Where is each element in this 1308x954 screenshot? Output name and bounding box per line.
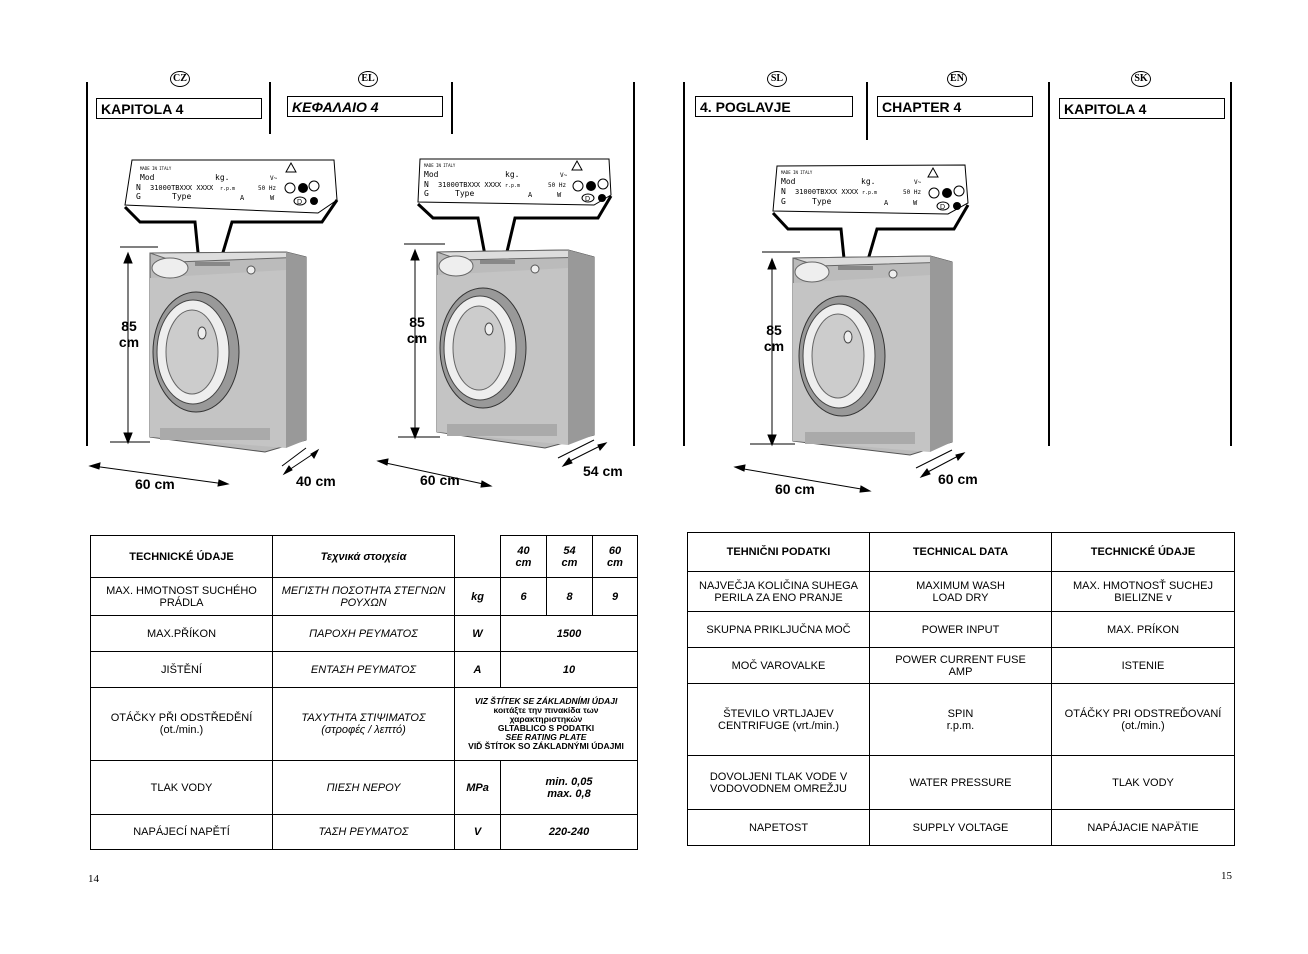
- table-cell-el: ΜΕΓΙΣΤΗ ΠΟΣΟΤΗΤΑ ΣΤΕΓΝΩΝ ΡΟΥΧΩΝ: [273, 578, 455, 616]
- table-cell-en: POWER INPUT: [870, 612, 1052, 648]
- table-cell-sk: ISTENIE: [1052, 648, 1235, 684]
- table-header: 40 cm: [501, 536, 547, 578]
- plate-serial: 31000TBXXX XXXX: [150, 184, 214, 192]
- plate-a: A: [884, 199, 889, 207]
- table-header: TECHNICKÉ ÚDAJE: [91, 536, 273, 578]
- svg-text:MADE IN ITALY: MADE IN ITALY: [781, 170, 813, 175]
- table-cell-value: 8: [547, 578, 593, 616]
- page-number-left: 14: [88, 873, 99, 885]
- plate-hz: 50 Hz: [903, 189, 922, 196]
- chapter-title-sl: 4. POGLAVJE: [695, 96, 853, 117]
- table-row: [688, 612, 1235, 648]
- dimension-depth-2: 54 cm: [583, 463, 623, 479]
- plate-rpm: r.p.m: [862, 190, 878, 196]
- table-cell-en: MAXIMUM WASH LOAD DRY: [870, 572, 1052, 612]
- plate-type: Type: [455, 189, 475, 198]
- svg-text:MADE IN ITALY: MADE IN ITALY: [424, 163, 456, 168]
- table-cell-sl: NAJVEČJA KOLIČINA SUHEGA PERILA ZA ENO PRANJE: [688, 572, 870, 612]
- plate-w: W: [913, 199, 918, 207]
- dimension-width-1: 60 cm: [135, 476, 175, 492]
- table-row: [688, 810, 1235, 846]
- table-cell-value: 10: [501, 652, 638, 688]
- plate-serial: 31000TBXXX XXXX: [795, 188, 859, 196]
- table-row: [688, 756, 1235, 810]
- plate-w: W: [270, 194, 275, 202]
- dimension-height-1: 85 cm: [118, 318, 140, 350]
- technical-data-table-right: [687, 532, 1235, 846]
- dimension-height-3: 85 cm: [763, 322, 785, 354]
- table-cell-el: ΤΑΧΥΤΗΤΑ ΣΤΙΨΙΜΑΤΟΣ (στροφές / λεπτό): [273, 688, 455, 761]
- dimension-height-2: 85 cm: [406, 314, 428, 346]
- cert-icon: [929, 188, 939, 198]
- table-row: [688, 572, 1235, 612]
- table-cell-unit: A: [455, 652, 501, 688]
- table-cell-value: 1500: [501, 616, 638, 652]
- table-cell-sk: MAX. HMOTNOSŤ SUCHEJ BIELIZNE v: [1052, 572, 1235, 612]
- chapter-title-cz: KAPITOLA 4: [96, 98, 262, 119]
- plate-n: N: [424, 180, 429, 189]
- table-cell-sk: NAPÁJACIE NAPÄTIE: [1052, 810, 1235, 846]
- washer-body-3: [793, 256, 952, 455]
- plate-d: D: [297, 199, 303, 206]
- table-cell-sk: OTÁČKY PRI ODSTREĎOVANÍ (ot./min.): [1052, 684, 1235, 756]
- table-cell-sl: DOVOLJENI TLAK VODE V VODOVODNEM OMREŽJU: [688, 756, 870, 810]
- plate-g: G: [781, 197, 786, 206]
- svg-text:MADE IN ITALY: MADE IN ITALY: [140, 166, 172, 171]
- plate-kg: kg.: [215, 173, 230, 182]
- plate-rpm: r.p.m: [220, 186, 236, 192]
- lang-badge-sk: SK: [1131, 71, 1151, 87]
- table-cell-sl: SKUPNA PRIKLJUČNA MOČ: [688, 612, 870, 648]
- table-cell-sk: MAX. PRÍKON: [1052, 612, 1235, 648]
- plate-d: D: [940, 204, 946, 211]
- cert-icon: [953, 202, 961, 210]
- table-cell-en: WATER PRESSURE: [870, 756, 1052, 810]
- table-cell-sl: MOČ VAROVALKE: [688, 648, 870, 684]
- table-row: [688, 648, 1235, 684]
- dimension-width-3: 60 cm: [775, 481, 815, 497]
- table-cell-el: ΕΝΤΑΣΗ ΡΕΥΜΑΤΟΣ: [273, 652, 455, 688]
- dimension-depth-1: 40 cm: [296, 473, 336, 489]
- table-cell-en: POWER CURRENT FUSE AMP: [870, 648, 1052, 684]
- table-cell-el: ΤΑΣΗ ΡΕΥΜΑΤΟΣ: [273, 815, 455, 850]
- table-header: TECHNICAL DATA: [870, 533, 1052, 572]
- table-cell-unit: MPa: [455, 761, 501, 815]
- plate-type: Type: [812, 197, 832, 206]
- plate-v: V~: [914, 179, 922, 186]
- rating-plate-3: [773, 165, 968, 214]
- table-header: TEHNIČNI PODATKI: [688, 533, 870, 572]
- plate-hz: 50 Hz: [258, 185, 277, 192]
- plate-mod: Mod: [140, 173, 155, 182]
- cert-icon: [954, 186, 964, 196]
- plate-g: G: [424, 189, 429, 198]
- lang-badge-cz: CZ: [170, 71, 190, 87]
- plate-a: A: [240, 194, 245, 202]
- table-cell-sl: ŠTEVILO VRTLJAJEV CENTRIFUGE (vrt./min.): [688, 684, 870, 756]
- plate-rpm: r.p.m: [505, 183, 521, 189]
- plate-d: D: [585, 196, 591, 203]
- plate-v: V~: [270, 175, 278, 182]
- plate-hz: 50 Hz: [548, 182, 567, 189]
- plate-v: V~: [560, 172, 568, 179]
- plate-w: W: [557, 191, 562, 199]
- table-cell-el: ΠΑΡΟΧΗ ΡΕΥΜΑΤΟΣ: [273, 616, 455, 652]
- plate-mod: Mod: [781, 177, 796, 186]
- table-cell-unit: W: [455, 616, 501, 652]
- plate-serial: 31000TBXXX XXXX: [438, 181, 502, 189]
- table-cell-cz: NAPÁJECÍ NAPĚTÍ: [91, 815, 273, 850]
- table-cell-cz: MAX. HMOTNOST SUCHÉHO PRÁDLA: [91, 578, 273, 616]
- table-cell-cz: OTÁČKY PŘI ODSTŘEDĚNÍ (ot./min.): [91, 688, 273, 761]
- table-cell-unit: V: [455, 815, 501, 850]
- table-cell-value: 6: [501, 578, 547, 616]
- table-cell-unit: kg: [455, 578, 501, 616]
- table-header: TECHNICKÉ ÚDAJE: [1052, 533, 1235, 572]
- plate-a: A: [528, 191, 533, 199]
- table-cell-sl: NAPETOST: [688, 810, 870, 846]
- table-cell-cz: JIŠTĚNÍ: [91, 652, 273, 688]
- plate-kg: kg.: [861, 177, 876, 186]
- table-cell-en: SPIN r.p.m.: [870, 684, 1052, 756]
- table-cell-value: 9: [593, 578, 638, 616]
- table-header: Τεχνικά στοιχεία: [273, 536, 455, 578]
- lang-badge-en: EN: [947, 71, 967, 87]
- plate-n: N: [781, 187, 786, 196]
- chapter-title-en: CHAPTER 4: [877, 96, 1033, 117]
- page-number-right: 15: [1221, 870, 1232, 882]
- dimension-depth-3: 60 cm: [938, 471, 978, 487]
- table-cell-cz: MAX.PŘÍKON: [91, 616, 273, 652]
- cert-icon: [942, 188, 952, 198]
- lang-badge-sl: SL: [767, 71, 787, 87]
- plate-g: G: [136, 192, 141, 201]
- table-cell-el: ΠΙΕΣΗ ΝΕΡΟΥ: [273, 761, 455, 815]
- plate-mod: Mod: [424, 170, 439, 179]
- chapter-title-el: ΚΕΦΑΛΑΙΟ 4: [287, 96, 443, 117]
- table-cell-value: min. 0,05 max. 0,8: [501, 761, 638, 815]
- table-header: 54 cm: [547, 536, 593, 578]
- chapter-title-sk: KAPITOLA 4: [1059, 98, 1225, 119]
- rating-plate-note: VIZ ŠTÍTEK SE ZÁKLADNÍMI ÚDAJI κοιτάξτε την πινακίδα των χαρακτηριστηκών GLTABLICO S PODATKI SEE RATING PLATE VIĎ ŠTÍTOK SO ZÁKLADNÝMI ÚDAJMI: [455, 688, 638, 761]
- dimension-width-2: 60 cm: [420, 472, 460, 488]
- table-header-row: [688, 533, 1235, 572]
- plate-kg: kg.: [505, 170, 520, 179]
- lang-badge-el: EL: [358, 71, 378, 87]
- table-cell-value: 220-240: [501, 815, 638, 850]
- table-header: 60 cm: [593, 536, 638, 578]
- table-cell-cz: TLAK VODY: [91, 761, 273, 815]
- plate-n: N: [136, 183, 141, 192]
- table-cell-sk: TLAK VODY: [1052, 756, 1235, 810]
- plate-type: Type: [172, 192, 192, 201]
- table-cell-en: SUPPLY VOLTAGE: [870, 810, 1052, 846]
- table-row: [688, 684, 1235, 756]
